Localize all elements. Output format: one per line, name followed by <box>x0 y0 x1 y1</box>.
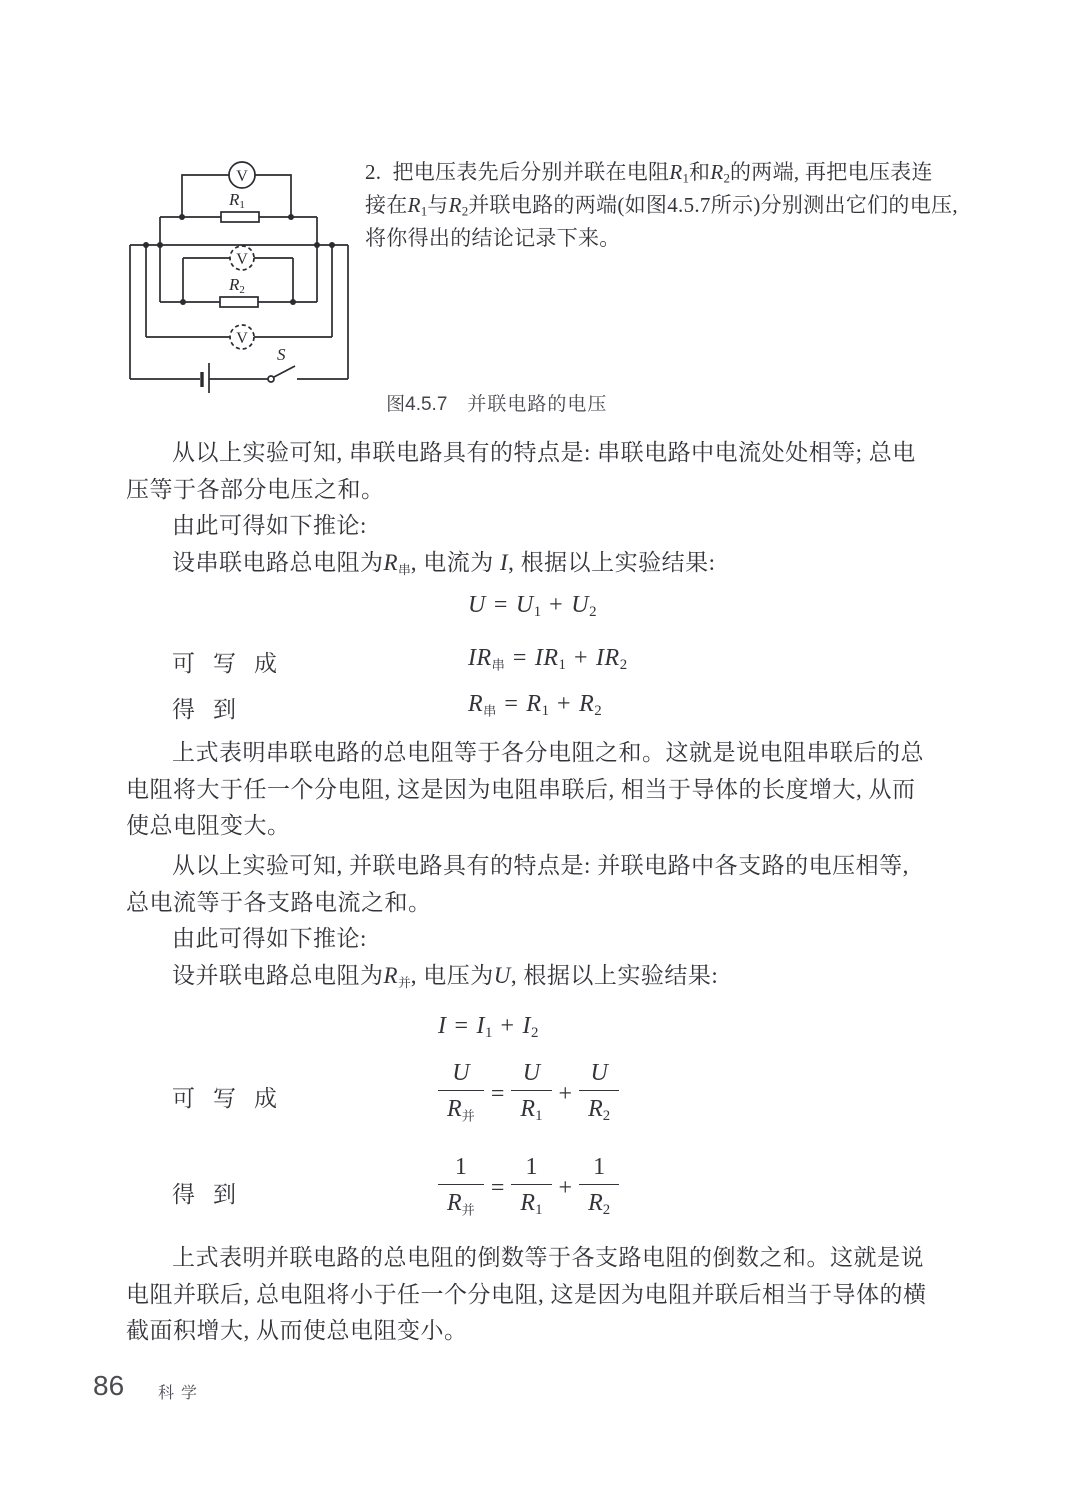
paragraph-series-intro-line1: 从以上实验可知, 串联电路具有的特点是: 串联电路中电流处处相等; 总电 <box>172 440 916 465</box>
equation-current-sum: I = I1 + I2 <box>438 1013 539 1042</box>
resistor-r2 <box>220 297 258 307</box>
circuit-diagram <box>127 157 355 393</box>
equation-parallel-resistance <box>438 1154 619 1223</box>
r1-label: R1 <box>229 190 245 211</box>
figure-caption <box>365 367 607 438</box>
equals-sign: = <box>490 1175 505 1202</box>
equation-series-resistance: R串 = R1 + R2 <box>468 691 602 720</box>
equation-voltage-sum: U = U1 + U2 <box>468 592 597 621</box>
plus-sign: + <box>558 1081 573 1108</box>
intro-line-3: 将你得出的结论记录下来。 <box>365 226 621 250</box>
paragraph-parallel-intro-line2: 总电流等于各支路电流之和。 <box>126 890 432 915</box>
r2-label: R2 <box>229 275 245 296</box>
paragraph-series-setup: 设串联电路总电阻为R串, 电流为 I, 根据以上实验结果: <box>172 550 716 578</box>
paragraph-parallel-explain-line3: 截面积增大, 从而使总电阻变小。 <box>126 1318 468 1343</box>
switch-label: S <box>277 345 286 364</box>
equation-label-obtain-2: 得到 <box>172 1182 254 1207</box>
fraction-1-rpar: $\frac{1}{\text{R并}}$ <box>438 1154 484 1223</box>
paragraph-parallel-intro-line1: 从以上实验可知, 并联电路具有的特点是: 并联电路中各支路的电压相等, <box>172 853 909 878</box>
page-number: 86 <box>93 1370 125 1401</box>
footer-subject-label: 科学 <box>158 1385 205 1402</box>
equation-label-written-as-2: 可写成 <box>172 1086 295 1111</box>
paragraph-parallel-explain-line1: 上式表明并联电路的总电阻的倒数等于各支路电阻的倒数之和。这就是说 <box>172 1245 924 1270</box>
switch-pivot <box>268 376 274 382</box>
paragraph-series-explain-line2: 电阻将大于任一个分电阻, 这是因为电阻串联后, 相当于导体的长度增大, 从而 <box>126 777 916 802</box>
voltmeter-v3-label: V <box>236 330 248 347</box>
voltmeter-v1-label: V <box>236 168 248 185</box>
intro-line-1: 2. 把电压表先后分别并联在电阻R1和R2的两端, 再把电压表连 <box>365 160 933 186</box>
voltmeter-v2-label: V <box>236 251 248 268</box>
fraction-u-rpar: $\frac{U}{\text{R并}}$ <box>438 1060 484 1129</box>
equation-label-written-as-1: 可写成 <box>172 651 295 676</box>
equation-ir-sum: IR串 = IR1 + IR2 <box>468 645 628 674</box>
fraction-1-r1: $\frac{1}{R1}$ <box>511 1154 551 1223</box>
paragraph-series-deduce: 由此可得如下推论: <box>172 513 367 538</box>
switch-blade <box>274 366 295 377</box>
figure-caption-number: 图4.5.7 <box>386 394 448 415</box>
fraction-u-r2: $\frac{U}{R2}$ <box>579 1060 619 1129</box>
paragraph-parallel-explain-line2: 电阻并联后, 总电阻将小于任一个分电阻, 这是因为电阻并联后相当于导体的横 <box>126 1282 927 1307</box>
paragraph-series-explain-line3: 使总电阻变大。 <box>126 813 291 838</box>
intro-line-2: 接在R1与R2并联电路的两端(如图4.5.7所示)分别测出它们的电压, <box>365 193 958 219</box>
equals-sign: = <box>490 1081 505 1108</box>
figure-caption-title: 并联电路的电压 <box>467 394 608 415</box>
equation-parallel-ohm <box>438 1060 619 1129</box>
paragraph-series-intro-line2: 压等于各部分电压之和。 <box>126 477 385 502</box>
paragraph-parallel-deduce: 由此可得如下推论: <box>172 926 367 951</box>
plus-sign: + <box>558 1175 573 1202</box>
fraction-u-r1: $\frac{U}{R1}$ <box>511 1060 551 1129</box>
paragraph-series-explain-line1: 上式表明串联电路的总电阻等于各分电阻之和。这就是说电阻串联后的总 <box>172 740 924 765</box>
paragraph-parallel-setup: 设并联电路总电阻为R并, 电压为U, 根据以上实验结果: <box>172 963 719 991</box>
resistor-r1 <box>221 212 259 222</box>
equation-label-obtain-1: 得到 <box>172 697 254 722</box>
fraction-1-r2: $\frac{1}{R2}$ <box>579 1154 619 1223</box>
